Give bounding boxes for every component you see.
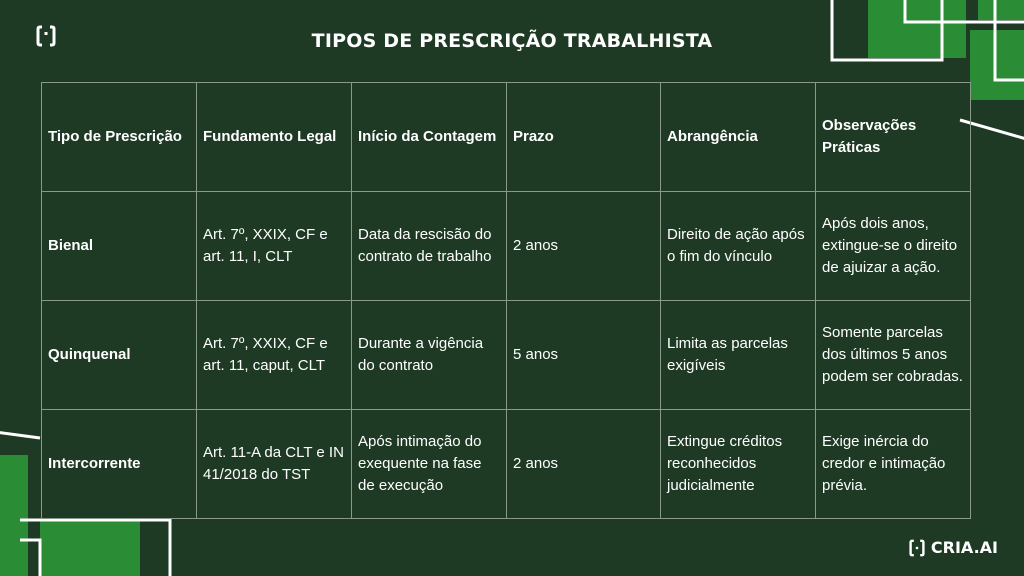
table-cell: Após intimação do exequente na fase de execução xyxy=(352,410,507,519)
column-header: Início da Contagem xyxy=(352,83,507,192)
column-header: Tipo de Prescrição xyxy=(42,83,197,192)
column-header: Observações Práticas xyxy=(816,83,971,192)
bracket-logo-icon xyxy=(909,539,925,557)
table-row xyxy=(42,301,971,410)
table-row xyxy=(42,192,971,301)
brand-name: CRIA.AI xyxy=(930,538,998,557)
table-cell: Direito de ação após o fim do vínculo xyxy=(661,192,816,301)
table-cell: Bienal xyxy=(42,192,197,301)
table-cell: Exige inércia do credor e intimação prévia. xyxy=(816,410,971,519)
table-cell: Limita as parcelas exigíveis xyxy=(661,301,816,410)
prescription-table xyxy=(41,82,971,519)
table-cell: Art. 7º, XXIX, CF e art. 11, caput, CLT xyxy=(197,301,352,410)
table-cell: Intercorrente xyxy=(42,410,197,519)
table-row xyxy=(42,410,971,519)
table-cell: Extingue créditos reconhecidos judicialmente xyxy=(661,410,816,519)
table-cell: Após dois anos, extingue-se o direito de ajuizar a ação. xyxy=(816,192,971,301)
table-cell: Art. 11-A da CLT e IN 41/2018 do TST xyxy=(197,410,352,519)
table-cell: 2 anos xyxy=(507,192,661,301)
table-cell: 2 anos xyxy=(507,410,661,519)
column-header: Abrangência xyxy=(661,83,816,192)
table-cell: Durante a vigência do contrato xyxy=(352,301,507,410)
brand-logo xyxy=(909,538,998,557)
table-cell: 5 anos xyxy=(507,301,661,410)
column-header: Fundamento Legal xyxy=(197,83,352,192)
table-cell: Quinquenal xyxy=(42,301,197,410)
table-header-row xyxy=(42,83,971,192)
page-title: TIPOS DE PRESCRIÇÃO TRABALHISTA xyxy=(311,30,713,52)
column-header: Prazo xyxy=(507,83,661,192)
table-cell: Art. 7º, XXIX, CF e art. 11, I, CLT xyxy=(197,192,352,301)
table-cell: Somente parcelas dos últimos 5 anos podem ser cobradas. xyxy=(816,301,971,410)
table-cell: Data da rescisão do contrato de trabalho xyxy=(352,192,507,301)
